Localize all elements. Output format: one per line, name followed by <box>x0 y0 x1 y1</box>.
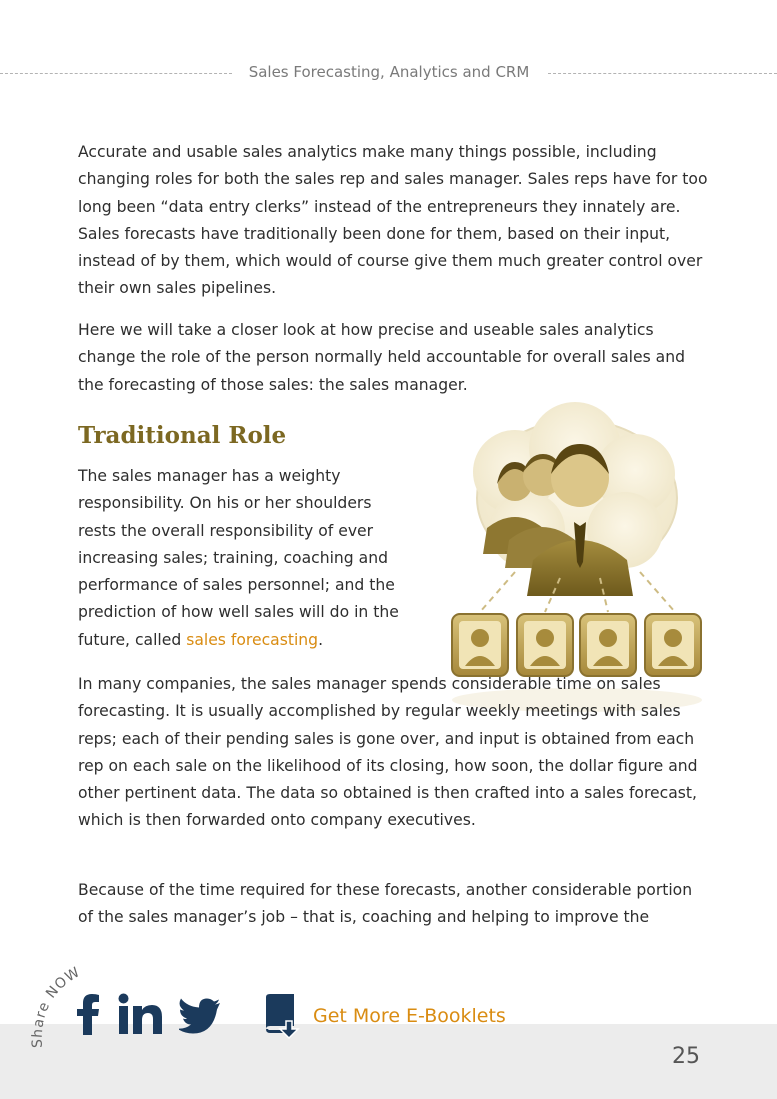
paragraph-overview: Here we will take a closer look at how precise and useable sales analytics change the role of the person normally held accountable for overall sales and the forecasting of those sales: the sales manager. <box>78 321 685 394</box>
header-rule-right <box>548 73 777 74</box>
ebooklet-download-icon[interactable] <box>262 993 304 1039</box>
running-header-title: Sales Forecasting, Analytics and CRM <box>248 63 530 81</box>
paragraph-punctuation: . <box>318 630 324 649</box>
share-now-text: Share NOW <box>30 963 84 1049</box>
linkedin-icon[interactable] <box>117 993 163 1035</box>
paragraph-time-required: Because of the time required for these forecasts, another considerable portion of the sales manager’s job – that is, coaching and helping to improve the <box>78 881 693 927</box>
section-heading: Traditional Role <box>78 422 287 449</box>
page-number: 25 <box>672 1044 700 1069</box>
facebook-icon[interactable] <box>73 993 103 1035</box>
paragraph-text: The sales manager has a weighty responsibility. On his or her shoulders rests the overall responsibility of ever increasing sales; training, coaching and performance of sales personnel; and the prediction of how well sales will do in the future, called <box>78 467 399 649</box>
twitter-icon[interactable] <box>179 993 221 1035</box>
sales-forecasting-link[interactable]: sales forecasting <box>186 630 319 649</box>
paragraph-intro: Accurate and usable sales analytics make many things possible, including changing roles for both the sales rep and sales manager. Sales reps have for too long been “data entry clerks” instead of the entrepreneurs they innately are. Sales forecasts have traditionally been done for them, based on their input, instead of by them, which would of course give them much greater control over their own sales pipelines. <box>78 143 708 298</box>
get-more-ebooklets-link[interactable]: Get More E-Booklets <box>313 1005 506 1027</box>
paragraph-forecasting-process: In many companies, the sales manager spends considerable time on sales forecasting. It is usually accomplished by regular weekly meetings with sales reps; each of their pending sales is gone over, and input is obtained from each rep on each sale on the likelihood of its closing, how soon, the dollar figure and other pertinent data. The data so obtained is then crafted into a sales forecast, which is then forwarded onto company executives. <box>78 675 698 830</box>
header-rule-left <box>0 73 232 74</box>
footer-band <box>0 1024 777 1099</box>
paragraph-responsibility <box>78 463 408 654</box>
running-header <box>0 60 777 86</box>
